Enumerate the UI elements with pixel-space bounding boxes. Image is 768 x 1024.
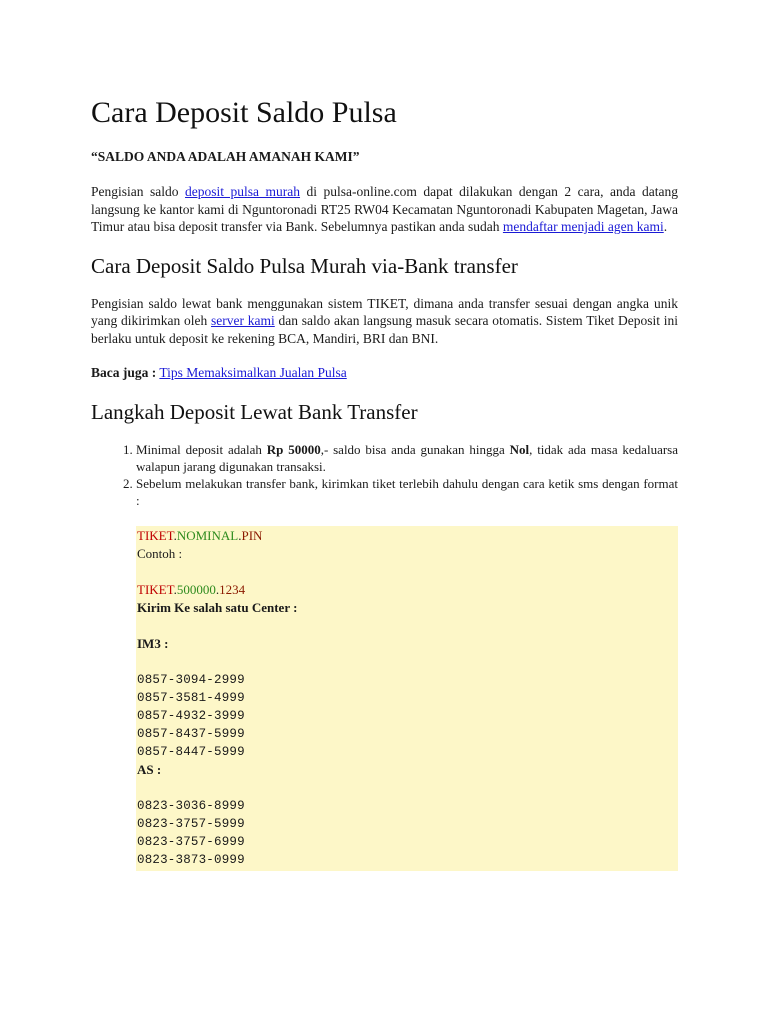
blank-line: [136, 563, 678, 581]
phone-number: 0823-3873-0999: [137, 852, 245, 867]
blank-line: [136, 779, 678, 797]
link-deposit-pulsa-murah[interactable]: deposit pulsa murah: [185, 184, 301, 199]
page-title: Cara Deposit Saldo Pulsa: [91, 96, 397, 129]
example-nominal: 500000: [176, 581, 216, 597]
as-label: [136, 761, 678, 779]
phone-number: 0857-8447-5999: [137, 744, 245, 759]
bank-transfer-paragraph: [91, 295, 678, 348]
tagline-quote: “SALDO ANDA ADALAH AMANAH KAMI”: [91, 149, 360, 164]
format-nominal: NOMINAL: [176, 527, 239, 543]
kirim-center-label: [136, 599, 678, 617]
im3-label: [136, 635, 678, 653]
step1-text-1: Minimal deposit adalah: [136, 441, 267, 457]
format-dot: .: [173, 527, 177, 543]
link-tips-jualan-pulsa[interactable]: Tips Memaksimalkan Jualan Pulsa: [159, 365, 347, 380]
step1-min-amount: Rp 50000: [266, 441, 321, 457]
step1-nol: Nol: [509, 441, 530, 457]
intro-text-1: Pengisian saldo: [91, 184, 186, 199]
phone-number: 0823-3757-6999: [137, 834, 245, 849]
as-label-text: AS :: [137, 761, 162, 777]
example-line: [136, 581, 678, 599]
blank-line: [136, 617, 678, 635]
phone-number: 0823-3757-5999: [137, 816, 245, 831]
contoh-label: Contoh :: [137, 545, 183, 561]
phone-number: 0823-3036-8999: [137, 798, 245, 813]
format-pin: PIN: [241, 527, 263, 543]
blank-line: [136, 653, 678, 671]
step-item-1: [136, 441, 678, 475]
article: [91, 95, 678, 871]
steps-list: [91, 441, 678, 509]
baca-juga-label: Baca juga :: [91, 365, 157, 380]
intro-text-3: .: [663, 219, 668, 234]
format-line: [136, 527, 678, 545]
link-server-kami[interactable]: server kami: [211, 313, 275, 328]
section-heading-bank-transfer: Cara Deposit Saldo Pulsa Murah via-Bank transfer: [91, 253, 518, 278]
step1-text-2: ,- saldo bisa anda gunakan hingga: [320, 441, 510, 457]
section-heading-langkah: Langkah Deposit Lewat Bank Transfer: [91, 399, 418, 424]
bank-text-2: dan saldo akan langsung masuk secara otomatis. Sistem Tiket Deposit ini berlaku untuk deposit ke rekening BCA, Mandiri, BRI dan BNI.: [91, 313, 678, 346]
example-tiket: TIKET: [137, 581, 174, 597]
example-pin: 1234: [219, 581, 246, 597]
sms-format-box: [136, 526, 678, 871]
im3-label-text: IM3 :: [137, 635, 169, 651]
intro-text-2: di pulsa-online.com dapat dilakukan dengan 2 cara, anda datang langsung ke kantor kami di Nguntoronadi RT25 RW04 Kecamatan Nguntoronadi Kabupaten Magetan, Jawa Timur atau bisa deposit transfer via Bank. Sebelumnya pastikan anda sudah: [91, 184, 679, 234]
link-mendaftar-agen[interactable]: mendaftar menjadi agen kami: [502, 219, 664, 234]
format-tiket: TIKET: [137, 527, 174, 543]
intro-paragraph: [91, 183, 678, 236]
phone-number: 0857-8437-5999: [137, 726, 245, 741]
step-item-2: 2. Sebelum melakukan transfer bank, kirimkan tiket terlebih dahulu dengan cara ketik sms dengan format :: [136, 475, 678, 509]
example-dot: .: [173, 581, 177, 597]
phone-number: 0857-3094-2999: [137, 672, 245, 687]
format-dot: .: [238, 527, 242, 543]
step1-text-3: , tidak ada masa kedaluarsa walapun jarang digunakan transaksi.: [136, 441, 678, 474]
bank-text-1: Pengisian saldo lewat bank menggunakan sistem TIKET, dimana anda transfer sesuai dengan angka unik yang dikirimkan oleh: [91, 295, 678, 328]
example-dot: .: [215, 581, 220, 597]
phone-number: 0857-4932-3999: [137, 708, 245, 723]
phone-number: 0857-3581-4999: [137, 690, 245, 705]
baca-juga-line: [91, 364, 678, 382]
kirim-center-text: Kirim Ke salah satu Center :: [137, 599, 298, 615]
